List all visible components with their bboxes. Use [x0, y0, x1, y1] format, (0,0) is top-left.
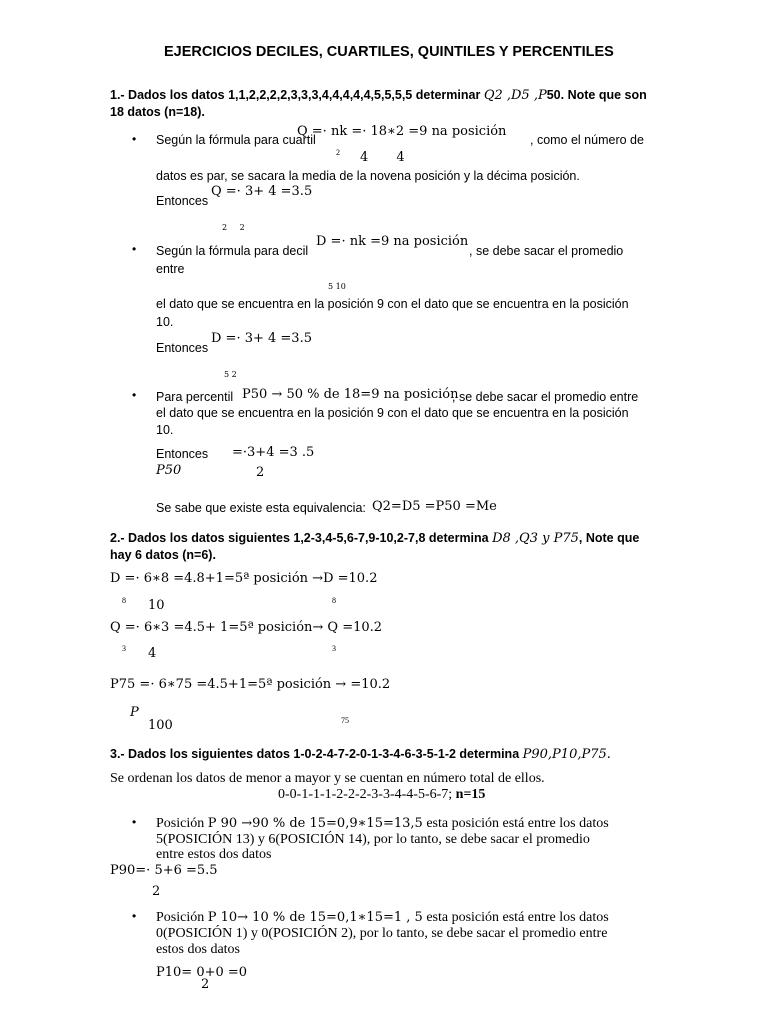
- ex1-b2-ent-formula: D =· 3+ 4 =3.5: [211, 331, 312, 346]
- ex1-b3-after: , se debe sacar el promedio entre: [452, 390, 639, 404]
- ex1-equiv-formula: Q2=D5 =P50 =Me: [372, 499, 497, 514]
- ex1-b2-ent-sub: [224, 366, 237, 381]
- ex2-formula-d8-den: 10: [148, 598, 165, 613]
- ex3-b2: [156, 910, 609, 926]
- ex1-b3-line2: el dato que se encuentra en la posición 9 con el dato que se encuentra en la posición: [156, 406, 629, 420]
- bullet-icon: •: [132, 242, 137, 256]
- ex2-heading: [110, 531, 639, 546]
- ex2-heading-text: 2.- Dados los datos siguientes 1,2-3,4-5,6-7,9-10,2-7,8 determina: [110, 531, 493, 545]
- ex3-heading-text: 3.- Dados los siguientes datos 1-0-2-4-7-2-0-1-3-4-6-3-5-1-2 determina: [110, 747, 523, 761]
- ex1-heading-text-b: 50. Note que son: [546, 88, 647, 102]
- ex1-b1-line2: datos es par, se sacara la media de la novena posición y la décima posición.: [156, 169, 580, 183]
- ex3-b1-formula: P 90 →90 % de 15=0,9∗15=13,5: [207, 816, 423, 831]
- ex1-b2-line3: el dato que se encuentra en la posición 9 con el dato que se encuentra en la posición: [156, 297, 629, 311]
- ex2-formula-d8-sub2: 8: [332, 596, 336, 605]
- page-title: EJERCICIOS DECILES, CUARTILES, QUINTILES Y PERCENTILES: [164, 44, 614, 60]
- bullet-icon: •: [132, 132, 137, 146]
- ex2-heading-vars: D8 ,Q3 y P75: [492, 531, 579, 546]
- ex2-formula-q3: Q =· 6∗3 =4.5+ 1=5ª posición→ Q =10.2: [110, 620, 383, 635]
- ex1-b1-ent-sub-text: 2 2: [222, 223, 245, 232]
- ex3-intro: Se ordenan los datos de menor a mayor y se cuentan en número total de ellos.: [110, 771, 545, 786]
- ex2-formula-q3-sub: 3: [122, 644, 126, 653]
- ex1-b1-formula: Q =· nk =· 18∗2 =9 na posición: [297, 124, 507, 139]
- ex1-b2-line2: entre: [156, 262, 185, 276]
- ex2-formula-d8-sub: 8: [122, 596, 126, 605]
- ex3-p10-formula: P10= 0+0 =0: [156, 965, 248, 980]
- ex3-b2-formula: P 10→ 10 % de 15=0,1∗15=1 , 5: [207, 910, 423, 925]
- ex2-formula-q3-sub2: 3: [332, 644, 336, 653]
- ex3-p90-den: 2: [152, 884, 161, 899]
- ex1-b3-line3: 10.: [156, 423, 174, 437]
- ex1-b1-denominators: 4 4: [360, 150, 405, 165]
- ex3-b1-line3: entre estos dos datos: [156, 847, 272, 862]
- ex2-heading-text-b: , Note que: [578, 531, 640, 545]
- ex1-b2-after: , se debe sacar el promedio: [469, 244, 624, 258]
- ex3-sorted: [278, 787, 485, 803]
- ex3-b2-line3: estos dos datos: [156, 942, 240, 957]
- ex1-b1-subscript: 2: [336, 148, 340, 157]
- ex1-b1-entonces: Entonces: [156, 194, 209, 208]
- ex3-b2-after: esta posición está entre los datos: [422, 910, 609, 925]
- ex3-p10-den: 2: [201, 977, 210, 992]
- ex1-b3-formula: P50 → 50 % de 18=9 na posición: [242, 387, 459, 402]
- ex2-heading-line2: hay 6 datos (n=6).: [110, 548, 216, 562]
- ex3-heading-vars: P90,P10,P75.: [522, 747, 611, 762]
- ex3-b1-label: Posición: [156, 816, 205, 831]
- ex1-heading-vars: Q2 ,D5 ,P: [483, 88, 547, 103]
- ex2-formula-p75: P75 =· 6∗75 =4.5+1=5ª posición → =10.2: [110, 677, 391, 692]
- ex2-formula-q3-den: 4: [148, 646, 157, 661]
- ex1-b3-text: Para percentil: [156, 390, 234, 404]
- ex1-b2-den-text: 5 10: [328, 282, 346, 291]
- ex1-b2-den: [328, 278, 346, 293]
- ex1-b1-after: , como el número de: [530, 133, 644, 147]
- ex1-b2-text: Según la fórmula para decil: [156, 244, 309, 258]
- ex1-b3-ent-p: P50: [156, 463, 182, 478]
- ex3-b1-after: esta posición está entre los datos: [422, 816, 609, 831]
- ex1-b2-formula: D =· nk =9 na posición: [316, 234, 469, 249]
- ex1-b2-line4: 10.: [156, 315, 174, 329]
- ex1-b1-text: Según la fórmula para cuartil: [156, 133, 316, 147]
- ex3-sorted-values: 0-0-1-1-1-2-2-2-3-3-4-4-5-6-7;: [278, 787, 453, 802]
- ex3-b1: [156, 816, 609, 832]
- bullet-icon: •: [132, 815, 137, 829]
- ex1-heading-line2: 18 datos (n=18).: [110, 105, 205, 119]
- ex1-b2-entonces: Entonces: [156, 341, 209, 355]
- ex1-b2-ent-sub-text: 5 2: [224, 370, 237, 379]
- ex1-b1-ent-formula: Q =· 3+ 4 =3.5: [211, 184, 313, 199]
- ex1-b1-ent-sub: [222, 219, 245, 234]
- ex1-b3-entonces: Entonces: [156, 447, 209, 461]
- ex1-equiv-text: Se sabe que existe esta equivalencia:: [156, 501, 366, 515]
- ex1-b3-ent-den: 2: [256, 465, 265, 480]
- ex1-heading: [110, 88, 647, 103]
- ex2-formula-p75-sub2: 75: [341, 716, 349, 725]
- ex3-b2-line2: 0(POSICIÓN 1) y 0(POSICIÓN 2), por lo tanto, se debe sacar el promedio entre: [156, 926, 608, 941]
- ex3-p90-formula: P90=· 5+6 =5.5: [110, 863, 218, 878]
- ex3-n: n=15: [455, 787, 486, 802]
- ex2-formula-d8: D =· 6∗8 =4.8+1=5ª posición →D =10.2: [110, 571, 378, 586]
- ex1-b3-ent-formula: =·3+4 =3 .5: [232, 445, 315, 460]
- ex3-heading: [110, 747, 611, 762]
- ex3-b2-label: Posición: [156, 910, 205, 925]
- bullet-icon: •: [132, 909, 137, 923]
- ex3-b1-line2: 5(POSICIÓN 13) y 6(POSICIÓN 14), por lo tanto, se debe sacar el promedio: [156, 832, 590, 847]
- ex2-formula-p75-p: P: [130, 705, 139, 720]
- bullet-icon: •: [132, 388, 137, 402]
- ex1-heading-text: 1.- Dados los datos 1,1,2,2,2,2,3,3,3,4,4,4,4,4,5,5,5,5 determinar: [110, 88, 484, 102]
- ex2-formula-p75-den: 100: [148, 718, 173, 733]
